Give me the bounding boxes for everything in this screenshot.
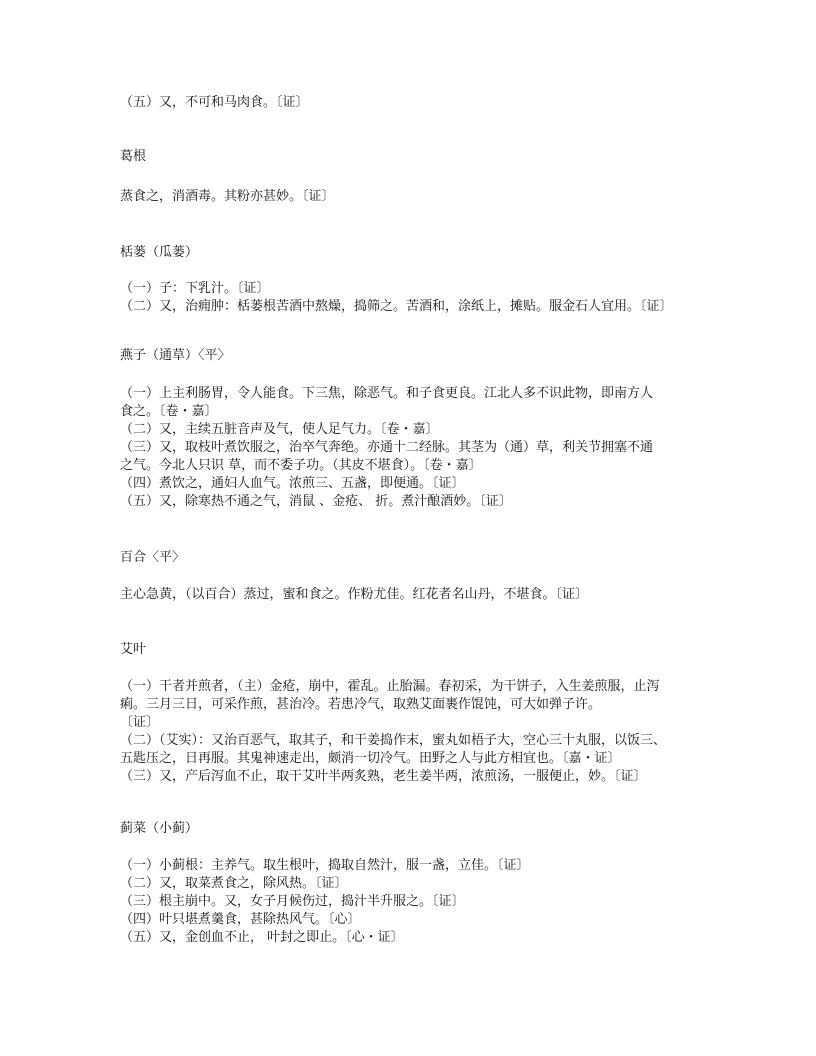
section-title-gegen: 葛根 xyxy=(120,149,147,164)
section-body-gualou: （一）子：下乳汁。〔证〕 （二）又，治痈肿：栝蒌根苦酒中熬燥，捣筛之。苦酒和，涂纸上，摊贴。服金石人宜用。〔证〕 xyxy=(120,281,673,314)
section-title-yanzi: 燕子（通草）〈平〉 xyxy=(120,348,231,363)
section-body-baihe: 主心急黄，（以百合）蒸过，蜜和食之。作粉尤佳。红花者名山丹，不堪食。〔证〕 xyxy=(120,587,589,602)
section-body-gegen: 蒸食之，消酒毒。其粉亦甚妙。〔证〕 xyxy=(120,189,335,204)
section-body-jicai: （一）小蓟根：主养气。取生根叶，捣取自然汁，服一盏，立佳。〔证〕 （二）又，取菜煮食之，除风热。〔证〕 （三）根主崩中。又，女子月候伤过，捣汁半升服之。〔证〕 （四）叶只堪煮羹食，甚除热风气。〔心〕 （五）又，金创血不止， 叶封之即止。〔心・证〕 xyxy=(120,858,530,945)
intro-paragraph: （五）又，不可和马肉食。〔证〕 xyxy=(120,95,309,110)
section-title-aiye: 艾叶 xyxy=(120,642,147,657)
section-title-gualou: 栝蒌（瓜蒌） xyxy=(120,245,199,260)
section-title-jicai: 蓟菜（小蓟） xyxy=(120,821,199,836)
section-body-aiye: （一）干者并煎者，（主）金疮，崩中，霍乱。止胎漏。春初采，为干饼子，入生姜煎服，止泻 痢。三月三日，可采作煎，甚治冷。若患冷气，取熟艾面裹作馄饨，可大如弹子许。 〔证〕 （二）（艾实）：又治百恶气，取其子，和干姜捣作末，蜜丸如梧子大，空心三十丸服，以饭三、 五匙压之，日再服。其鬼神速走出，颇消一切冷气。田野之人与此方相宜也。〔嘉・证〕 （三）又，产后泻血不止，取干艾叶半两炙熟，老生姜半两，浓煎汤，一服便止，妙。〔证〕 xyxy=(120,679,667,784)
section-title-baihe: 百合〈平〉 xyxy=(120,550,186,565)
section-body-yanzi: （一）上主利肠胃，令人能食。下三焦，除恶气。和子食更良。江北人多不识此物，即南方人 食之。〔卷・嘉〕 （二）又，主续五脏音声及气，使人足气力。〔卷・嘉〕 （三）又，取枝叶煮饮服之，治卒气奔绝。亦通十二经脉。其茎为（通）草，利关节拥塞不通 之气。今北人只识 草，而不委子功。（其皮不堪食）。〔卷・嘉〕 （四）煮饮之，通妇人血气。浓煎三、五盏，即便通。〔证〕 （五）又，除寒热不通之气，消鼠 、金疮、 折。煮汁酿酒妙。〔证〕 xyxy=(120,386,654,509)
